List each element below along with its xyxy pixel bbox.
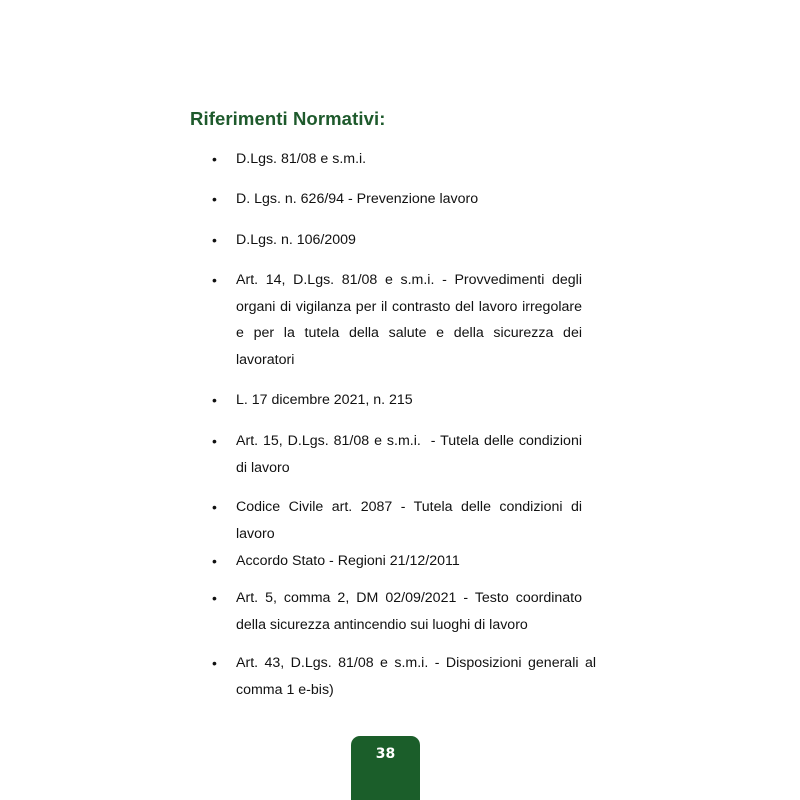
bullet-icon: •: [212, 392, 217, 408]
section-heading: Riferimenti Normativi:: [190, 108, 386, 129]
bullet-icon: •: [212, 232, 217, 248]
bullet-icon: •: [212, 151, 217, 167]
list-item: D.Lgs. 81/08 e s.m.i.: [236, 151, 367, 167]
list-item: L. 17 dicembre 2021, n. 215: [236, 392, 413, 408]
list-item: Codice Civile art. 2087 - Tutela delle condizioni di lavoro: [236, 499, 582, 542]
list-item: D. Lgs. n. 626/94 - Prevenzione lavoro: [236, 191, 479, 207]
bullet-icon: •: [212, 499, 217, 515]
bullet-icon: •: [212, 191, 217, 207]
bullet-icon: •: [212, 433, 217, 449]
bullet-icon: •: [212, 553, 217, 569]
page-number: 38: [375, 746, 396, 762]
bullet-icon: •: [212, 590, 217, 606]
page-number-badge: [351, 736, 420, 800]
list-item: Art. 14, D.Lgs. 81/08 e s.m.i. - Provvedimenti degli organi di vigilanza per il contrasto del lavoro irregolare e per la tutela della salute e della sicurezza dei lavoratori: [236, 272, 582, 368]
list-item: Art. 15, D.Lgs. 81/08 e s.m.i. - Tutela delle condizioni di lavoro: [236, 433, 586, 476]
bullet-icon: •: [212, 655, 217, 671]
list-item: D.Lgs. n. 106/2009: [236, 232, 356, 248]
bullet-icon: •: [212, 272, 217, 288]
list-item: Art. 5, comma 2, DM 02/09/2021 - Testo coordinato della sicurezza antincendio sui luoghi di lavoro: [236, 590, 582, 633]
list-item: Art. 43, D.Lgs. 81/08 e s.m.i. - Disposizioni generali al comma 1 e-bis): [236, 655, 596, 698]
list-item: Accordo Stato - Regioni 21/12/2011: [236, 553, 460, 569]
